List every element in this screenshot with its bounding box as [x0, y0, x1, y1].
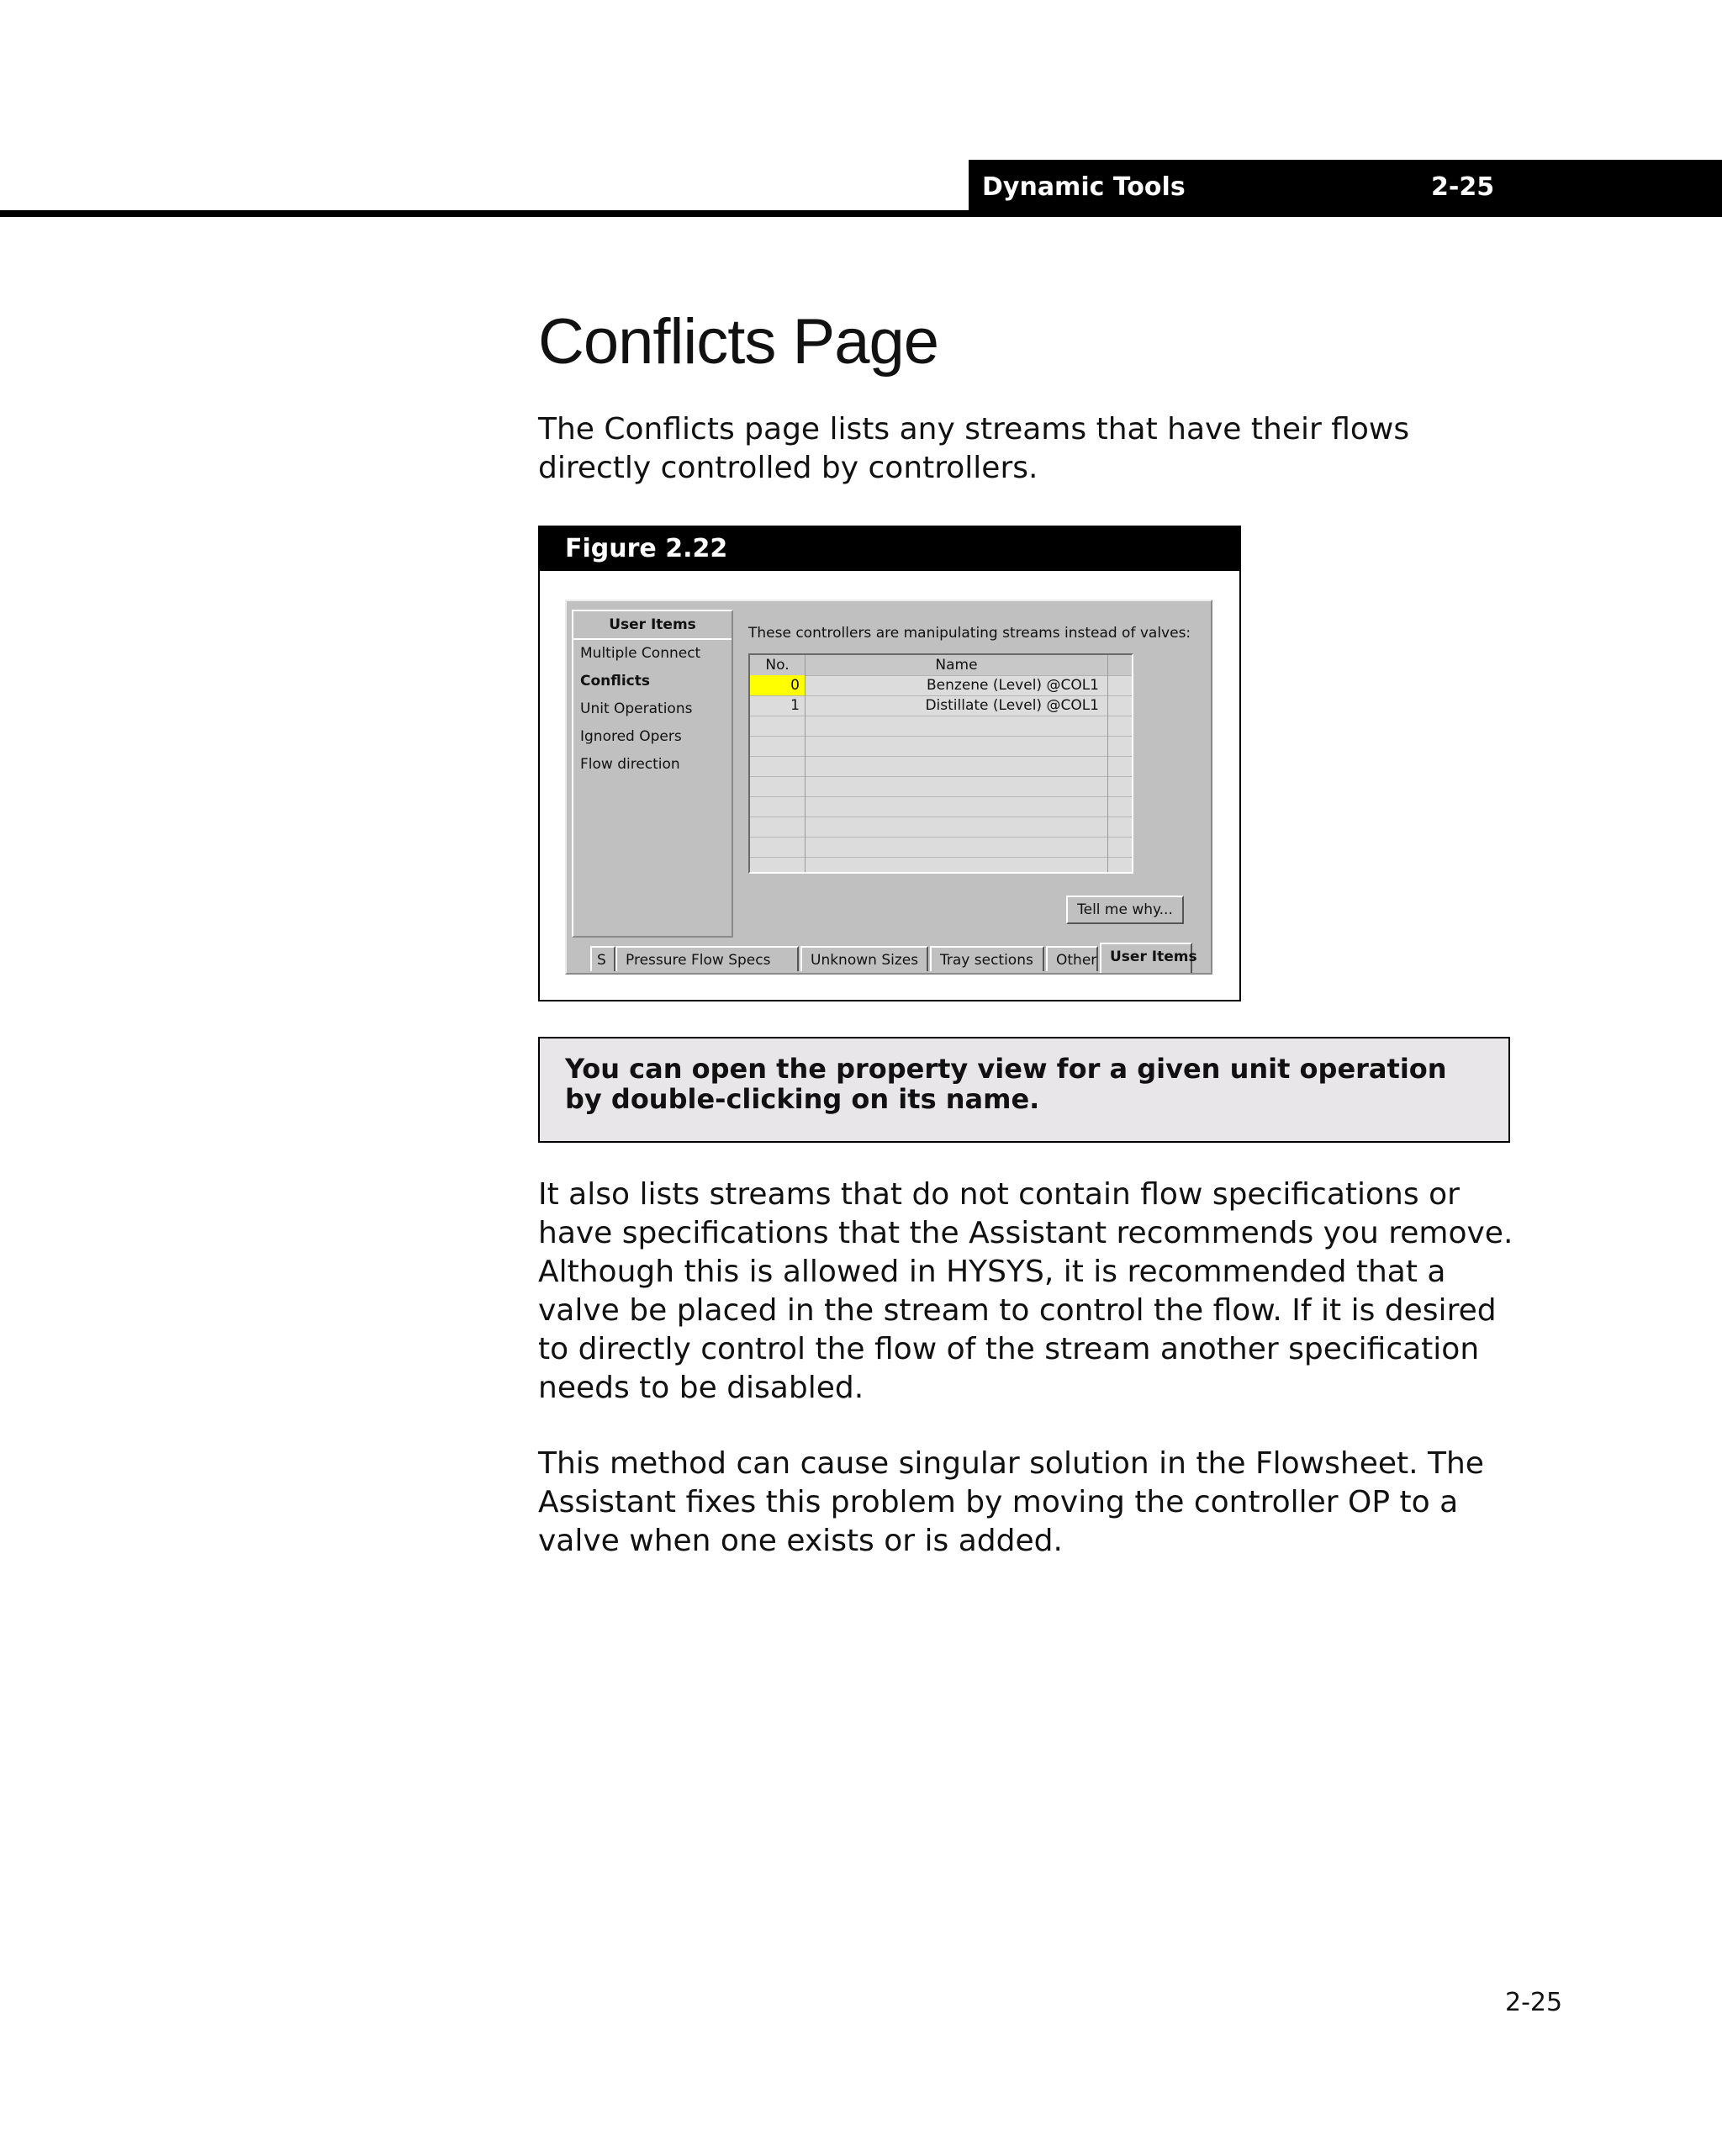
figure [538, 526, 1241, 1001]
cell-no[interactable]: 0 [750, 675, 806, 695]
cell-name[interactable]: Distillate (Level) @COL1 [806, 695, 1108, 716]
empty-row [750, 736, 1132, 757]
header-section-title: Dynamic Tools [982, 172, 1186, 202]
empty-row [750, 837, 1132, 858]
list-item-unit-operations[interactable]: Unit Operations [580, 700, 693, 717]
table-row[interactable] [750, 695, 1132, 716]
tab-other[interactable]: Other [1046, 946, 1098, 971]
user-items-list [572, 610, 733, 938]
intro-paragraph: The Conflicts page lists any streams that have their flows directly controlled by controllers. [538, 412, 1410, 485]
column-header-name: Name [806, 655, 1108, 675]
empty-row [750, 816, 1132, 838]
note-text: You can open the property view for a given unit operation by double-clicking on its name. [565, 1053, 1447, 1115]
tab-unknown-sizes[interactable]: Unknown Sizes [800, 946, 928, 971]
user-items-list-header: User Items [573, 611, 732, 640]
list-item-flow-direction[interactable]: Flow direction [580, 756, 680, 773]
empty-row [750, 796, 1132, 817]
empty-row [750, 716, 1132, 737]
list-item-conflicts[interactable]: Conflicts [580, 673, 651, 690]
tell-me-why-button[interactable]: Tell me why... [1066, 896, 1184, 924]
list-item-multiple-connect[interactable]: Multiple Connect [580, 645, 701, 662]
conflicts-grid [748, 653, 1133, 874]
tab-user-items[interactable]: User Items [1100, 943, 1192, 973]
list-item-ignored-opers[interactable]: Ignored Opers [580, 728, 682, 745]
cell-name[interactable]: Benzene (Level) @COL1 [806, 675, 1108, 695]
header-page-number: 2-25 [1431, 172, 1495, 202]
footer-page-number: 2-25 [1505, 1988, 1563, 2017]
page-title: Conflicts Page [538, 306, 939, 378]
grid-header-row [750, 655, 1132, 676]
column-header-no: No. [750, 655, 806, 675]
empty-row [750, 756, 1132, 777]
note-box [538, 1037, 1510, 1143]
cell-no[interactable]: 1 [750, 695, 806, 716]
table-row[interactable] [750, 675, 1132, 696]
tab-pressure-flow-specs[interactable]: Pressure Flow Specs [615, 946, 799, 971]
dialog-caption: These controllers are manipulating streams instead of valves: [748, 625, 1191, 642]
dialog-screenshot [565, 600, 1212, 975]
body-paragraph-2: It also lists streams that do not contain flow specifications or have specifications that the Assistant recommends you remove. Although this is allowed in HYSYS, it is recommended that a valve be placed in the stream to control the flow. If it is desired to directly control the flow of the stream another specification needs to be disabled. [538, 1177, 1513, 1405]
body-paragraph-3: This method can cause singular solution in the Flowsheet. The Assistant fixes this problem by moving the controller OP to a valve when one exists or is added. [538, 1446, 1484, 1558]
tab-tray-sections[interactable]: Tray sections [930, 946, 1044, 971]
tab-strip [590, 943, 1196, 973]
empty-row [750, 857, 1132, 874]
figure-label: Figure 2.22 [565, 534, 728, 563]
empty-row [750, 776, 1132, 797]
tab-s[interactable]: S [590, 946, 615, 971]
